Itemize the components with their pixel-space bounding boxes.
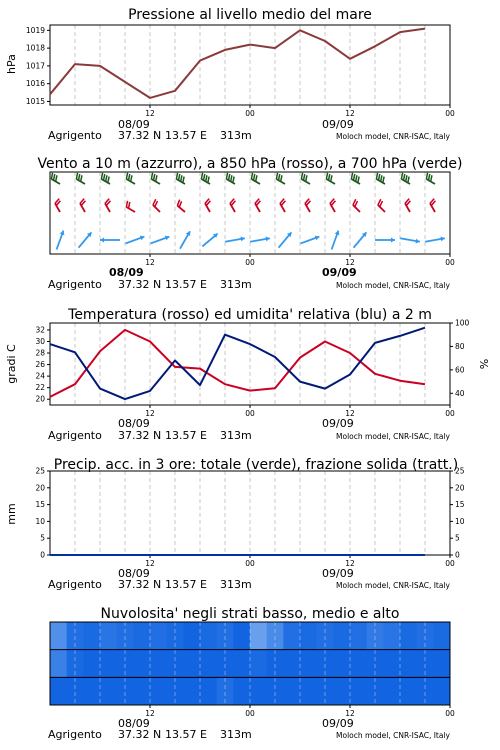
y-tick-label: 1016 — [25, 79, 45, 89]
date-label-2: 09/09 — [322, 417, 354, 430]
wind-barb — [101, 173, 110, 184]
cloud-cell — [183, 650, 200, 678]
station-lat: 37.32 N — [118, 278, 162, 291]
wind-panel — [37, 156, 462, 291]
precip-ylabel: mm — [5, 503, 18, 525]
y-tick-label: 24 — [35, 371, 45, 381]
barb-flag — [256, 175, 257, 181]
barb-flag — [329, 174, 330, 180]
cloud-cell — [150, 650, 167, 678]
barb-flag — [81, 175, 82, 181]
cloud-cell — [350, 677, 367, 705]
wind-barb — [100, 238, 120, 243]
model-credit: Moloch model, CNR-ISAC, Italy — [336, 581, 450, 590]
barb-flag — [108, 177, 109, 183]
cloud-cell — [250, 622, 267, 650]
pressure-plot — [26, 25, 455, 118]
x-tick-label: 00 — [245, 258, 255, 267]
barb-flag — [326, 173, 327, 179]
x-tick-label: 12 — [145, 559, 155, 568]
wind-barb — [202, 234, 217, 247]
station-elev: 313m — [220, 429, 252, 442]
station-lon: 13.57 E — [165, 429, 207, 442]
barb-flag — [226, 173, 227, 179]
model-credit: Moloch model, CNR-ISAC, Italy — [336, 432, 450, 441]
wind-barb — [151, 173, 160, 184]
wind-plot — [50, 172, 455, 267]
date-label-2: 09/09 — [322, 567, 354, 580]
barb-flag — [358, 177, 359, 183]
barb-staff — [57, 240, 60, 249]
x-tick-label: 00 — [245, 109, 255, 118]
barb-staff — [400, 238, 410, 240]
barb-flag — [376, 173, 377, 179]
x-tick-label: 00 — [245, 709, 255, 718]
wind-barb — [201, 173, 210, 184]
wind-barb — [375, 238, 395, 243]
y-tick-label: 1017 — [25, 61, 45, 71]
barb-flag — [351, 173, 352, 179]
precip-title: Precip. acc. in 3 ore: totale (verde), frazione solida (tratt.) — [53, 457, 459, 473]
wind-barb — [226, 173, 235, 184]
station-elev: 313m — [220, 278, 252, 291]
barb-flag — [229, 174, 230, 180]
temperature-title: Temperatura (rosso) ed umidita' relativa (blu) a 2 m — [68, 307, 432, 323]
wind-barb — [126, 173, 135, 184]
barb-flag — [404, 174, 405, 180]
station-name: Agrigento — [48, 578, 102, 591]
cloud-cell — [333, 622, 350, 650]
y-tick-label-right: 40 — [455, 388, 465, 398]
x-tick-label: 12 — [145, 409, 155, 418]
cloud-cell — [300, 650, 317, 678]
cloud-cell — [283, 677, 300, 705]
y-tick-label: 30 — [35, 336, 45, 346]
wind-barb — [180, 231, 190, 248]
barb-flag — [154, 174, 155, 180]
wind-barb — [250, 236, 270, 241]
barb-arrowhead — [391, 238, 395, 243]
wind-barb — [57, 231, 65, 250]
cloud-cell — [83, 650, 100, 678]
x-tick-label: 12 — [145, 709, 155, 718]
y-tick-label-right: 10 — [455, 516, 465, 526]
cloud-cell — [350, 650, 367, 678]
wind-barb — [354, 232, 367, 247]
x-tick-label: 00 — [445, 109, 455, 118]
wind-barb — [301, 236, 320, 244]
date-label-1: 08/09 — [118, 717, 150, 730]
y-tick-label: 1015 — [25, 96, 45, 106]
wind-barb — [225, 236, 245, 241]
barb-flag — [281, 175, 282, 181]
barb-flag — [401, 173, 402, 179]
wind-barb — [176, 173, 185, 184]
barb-staff — [153, 205, 160, 212]
x-tick-label: 00 — [245, 409, 255, 418]
barb-flag — [408, 177, 409, 183]
y-tick-label: 5 — [40, 533, 45, 543]
barb-flag — [156, 175, 157, 181]
y-tick-label-right: 60 — [455, 365, 465, 375]
barb-staff — [250, 240, 260, 242]
pressure-panel — [5, 7, 455, 142]
wind-barb — [279, 232, 292, 247]
cloud-cell — [233, 677, 250, 705]
model-credit: Moloch model, CNR-ISAC, Italy — [336, 281, 450, 290]
cloud-cell — [133, 677, 150, 705]
wind-barb — [378, 199, 385, 212]
y-tick-label: 1018 — [25, 43, 45, 53]
barb-flag — [181, 175, 182, 181]
barb-staff — [332, 240, 335, 249]
cloud-cell — [133, 650, 150, 678]
station-lat: 37.32 N — [118, 429, 162, 442]
barb-flag — [204, 174, 205, 180]
wind-barb — [126, 236, 145, 244]
station-lon: 13.57 E — [165, 578, 207, 591]
wind-barb — [425, 236, 445, 241]
barb-staff — [180, 240, 185, 249]
wind-title: Vento a 10 m (azzurro), a 850 hPa (rosso), a 700 hPa (verde) — [37, 156, 463, 172]
x-tick-label: 00 — [245, 559, 255, 568]
barb-flag — [126, 201, 127, 207]
barb-flag — [254, 174, 255, 180]
barb-flag — [183, 177, 184, 183]
cloud-cell — [333, 650, 350, 678]
barb-flag — [176, 173, 177, 179]
cloud-cell — [50, 622, 67, 650]
cloud-cell — [200, 677, 217, 705]
y-tick-label: 15 — [35, 500, 45, 510]
wind-barb — [153, 199, 160, 212]
barb-flag — [206, 175, 207, 181]
y-tick-label: 20 — [35, 483, 45, 493]
cloud-cell — [383, 677, 400, 705]
cloud-cell — [150, 622, 167, 650]
station-lon: 13.57 E — [165, 278, 207, 291]
model-credit: Moloch model, CNR-ISAC, Italy — [336, 731, 450, 740]
cloud-cell — [400, 622, 417, 650]
x-tick-label: 00 — [445, 409, 455, 418]
y-tick-label-right: 20 — [455, 483, 465, 493]
cloud-cell — [133, 622, 150, 650]
wind-barb — [79, 232, 92, 247]
barb-flag — [179, 174, 180, 180]
barb-flag — [177, 200, 179, 206]
wind-barb — [401, 173, 410, 184]
cloud-cell — [100, 650, 117, 678]
barb-staff — [353, 205, 360, 212]
pressure-title: Pressione al livello medio del mare — [128, 7, 372, 23]
wind-barb — [353, 199, 360, 212]
y-tick-label-right: 0 — [455, 550, 460, 560]
cloud-cell — [433, 622, 450, 650]
barb-flag — [76, 173, 77, 179]
wind-barb — [251, 173, 260, 184]
x-tick-label: 12 — [145, 258, 155, 267]
x-tick-label: 12 — [345, 109, 355, 118]
cloud-footer — [48, 717, 451, 741]
cloud-cell — [233, 622, 250, 650]
wind-barb — [326, 173, 335, 184]
x-tick-label: 12 — [345, 709, 355, 718]
date-label-2: 09/09 — [322, 266, 357, 279]
wind-barb — [105, 199, 110, 212]
date-label-1: 08/09 — [109, 266, 144, 279]
barb-flag — [304, 174, 305, 180]
station-elev: 313m — [220, 578, 252, 591]
barb-flag — [129, 202, 130, 208]
barb-staff — [301, 240, 310, 243]
cloud-cell — [100, 622, 117, 650]
wind-barb — [230, 199, 235, 212]
cloud-panel — [48, 606, 455, 741]
barb-flag — [151, 173, 152, 179]
y-tick-label: 26 — [35, 360, 45, 370]
cloud-cell — [83, 677, 100, 705]
barb-flag — [381, 175, 382, 181]
cloud-cell — [300, 622, 317, 650]
wind-barb — [151, 236, 170, 244]
temperature-plot — [35, 319, 469, 419]
barb-flag — [231, 175, 232, 181]
barb-flag — [306, 175, 307, 181]
barb-flag — [331, 175, 332, 181]
y-tick-label: 22 — [35, 383, 45, 393]
wind-barb — [76, 173, 85, 184]
station-name: Agrigento — [48, 278, 102, 291]
barb-staff — [354, 240, 360, 248]
cloud-cell — [83, 622, 100, 650]
date-label-1: 08/09 — [118, 567, 150, 580]
barb-staff — [151, 240, 160, 243]
cloud-cell — [150, 677, 167, 705]
cloud-cell — [183, 622, 200, 650]
cloud-title: Nuvolosita' negli strati basso, medio e alto — [100, 606, 400, 622]
barb-flag — [106, 175, 107, 181]
wind-barb — [426, 173, 435, 184]
barb-flag — [383, 177, 384, 183]
cloud-cell — [383, 622, 400, 650]
barb-staff — [177, 206, 185, 212]
y-tick-label: 32 — [35, 325, 45, 335]
barb-flag — [208, 177, 209, 183]
barb-flag — [301, 173, 302, 179]
station-elev: 313m — [220, 728, 252, 741]
station-lat: 37.32 N — [118, 728, 162, 741]
barb-flag — [426, 173, 427, 179]
barb-staff — [126, 240, 135, 243]
y-tick-label: 20 — [35, 394, 45, 404]
temperature-footer — [48, 417, 451, 442]
barb-flag — [406, 175, 407, 181]
wind-barb — [126, 201, 135, 212]
barb-flag — [104, 174, 105, 180]
plot-frame — [50, 172, 450, 254]
barb-staff — [79, 240, 85, 248]
x-tick-label: 12 — [345, 258, 355, 267]
x-tick-label: 12 — [145, 109, 155, 118]
y-tick-label-right: 5 — [455, 533, 460, 543]
wind-barb — [301, 173, 310, 184]
barb-arrowhead — [100, 238, 104, 243]
wind-barb — [332, 231, 340, 250]
cloud-cell — [233, 650, 250, 678]
wind-barb — [305, 199, 310, 212]
y-tick-label: 10 — [35, 516, 45, 526]
pressure-footer — [48, 118, 451, 142]
cloud-cell — [200, 650, 217, 678]
date-label-1: 08/09 — [118, 118, 150, 131]
barb-flag — [79, 174, 80, 180]
cloud-cell — [100, 677, 117, 705]
y-tick-label-right: 15 — [455, 500, 465, 510]
barb-flag — [276, 173, 277, 179]
barb-staff — [425, 240, 435, 242]
wind-barb — [280, 199, 285, 212]
y-tick-label: 28 — [35, 348, 45, 358]
station-lat: 37.32 N — [118, 129, 162, 142]
barb-flag — [129, 174, 130, 180]
wind-barb — [255, 199, 260, 212]
barb-staff — [279, 240, 285, 248]
model-credit: Moloch model, CNR-ISAC, Italy — [336, 132, 450, 141]
cloud-cell — [400, 677, 417, 705]
cloud-cell — [250, 677, 267, 705]
barb-flag — [429, 174, 430, 180]
cloud-cell — [183, 677, 200, 705]
wind-barb — [400, 238, 420, 243]
precip-footer — [48, 567, 451, 591]
barb-flag — [431, 175, 432, 181]
wind-barb — [80, 199, 85, 212]
pressure-ylabel: hPa — [5, 54, 18, 74]
precip-panel — [5, 457, 465, 591]
wind-barb — [276, 173, 285, 184]
x-tick-label: 00 — [445, 709, 455, 718]
barb-flag — [131, 175, 132, 181]
wind-barb — [330, 199, 335, 212]
barb-flag — [51, 173, 52, 179]
barb-flag — [179, 201, 181, 207]
date-label-2: 09/09 — [322, 717, 354, 730]
station-name: Agrigento — [48, 728, 102, 741]
cloud-cell — [50, 650, 67, 678]
station-name: Agrigento — [48, 129, 102, 142]
barb-flag — [56, 175, 57, 181]
wind-barb — [177, 200, 185, 212]
cloud-cell — [433, 650, 450, 678]
barb-staff — [202, 240, 210, 246]
date-label-2: 09/09 — [322, 118, 354, 131]
barb-flag — [126, 173, 127, 179]
wind-barb — [376, 173, 385, 184]
wind-barb — [51, 173, 60, 184]
temperature-ylabel: gradi C — [5, 344, 18, 384]
cloud-cell — [50, 677, 67, 705]
barb-flag — [54, 174, 55, 180]
barb-flag — [201, 173, 202, 179]
pressure-line — [50, 29, 425, 98]
wind-barb — [55, 199, 60, 212]
x-tick-label: 00 — [445, 258, 455, 267]
station-elev: 313m — [220, 129, 252, 142]
date-label-1: 08/09 — [118, 417, 150, 430]
cloud-cell — [300, 677, 317, 705]
barb-flag — [379, 174, 380, 180]
humidity-ylabel: % — [478, 358, 491, 370]
wind-footer — [48, 266, 451, 291]
y-tick-label-right: 25 — [455, 466, 465, 476]
barb-flag — [101, 173, 102, 179]
barb-flag — [354, 174, 355, 180]
x-tick-label: 12 — [345, 409, 355, 418]
cloud-cell — [400, 650, 417, 678]
y-tick-label: 1019 — [25, 25, 45, 35]
y-tick-label: 0 — [40, 550, 45, 560]
station-name: Agrigento — [48, 429, 102, 442]
x-tick-label: 12 — [345, 559, 355, 568]
barb-staff — [225, 240, 235, 242]
y-tick-label-right: 80 — [455, 341, 465, 351]
barb-staff — [378, 205, 385, 212]
cloud-cell — [333, 677, 350, 705]
barb-flag — [356, 175, 357, 181]
wind-barb — [205, 199, 210, 212]
y-tick-label-right: 100 — [455, 318, 470, 328]
barb-flag — [251, 173, 252, 179]
cloud-cell — [433, 677, 450, 705]
wind-barb — [351, 173, 360, 184]
station-lon: 13.57 E — [165, 129, 207, 142]
barb-flag — [233, 177, 234, 183]
cloud-cell — [350, 622, 367, 650]
wind-barb — [405, 199, 410, 212]
cloud-cell — [283, 650, 300, 678]
temperature-panel — [5, 307, 491, 442]
cloud-plot — [50, 622, 455, 718]
precip-plot — [35, 467, 464, 569]
cloud-cell — [200, 622, 217, 650]
station-lon: 13.57 E — [165, 728, 207, 741]
cloud-cell — [383, 650, 400, 678]
barb-staff — [126, 207, 135, 212]
barb-flag — [279, 174, 280, 180]
wind-barb — [430, 199, 435, 212]
x-tick-label: 00 — [445, 559, 455, 568]
station-lat: 37.32 N — [118, 578, 162, 591]
cloud-cell — [283, 622, 300, 650]
cloud-cell — [250, 650, 267, 678]
y-tick-label: 25 — [35, 466, 45, 476]
